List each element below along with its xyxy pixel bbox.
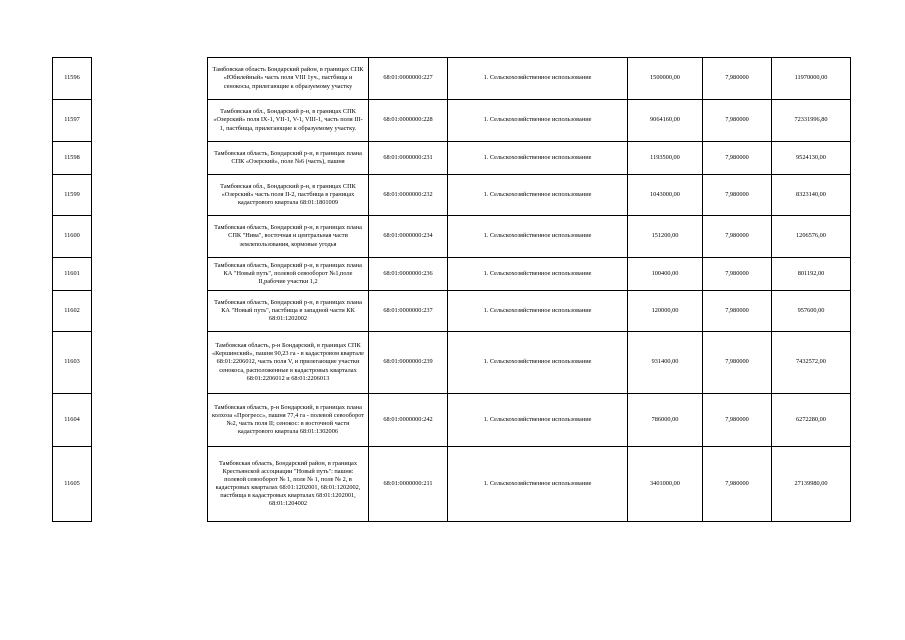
table-row xyxy=(208,332,851,394)
row-number: 11603 xyxy=(53,332,92,394)
row-number: 11600 xyxy=(53,216,92,258)
cadastral-number-cell: 68:01:0000000:234 xyxy=(369,216,448,258)
value-cell: 27139980,00 xyxy=(772,447,851,522)
rate-cell: 7,980000 xyxy=(703,332,772,394)
cadastral-number-cell: 68:01:0000000:239 xyxy=(369,332,448,394)
value-cell: 9524130,00 xyxy=(772,142,851,175)
table-row xyxy=(53,58,92,100)
cadastral-number-cell: 68:01:0000000:242 xyxy=(369,394,448,447)
address-cell: Тамбовская обл., Бондарский р-н, в границах СПК «Озерский» часть поля II-2, пастбища в границах кадастрового квартала 68:01:1801009 xyxy=(208,175,369,216)
address-cell: Тамбовская область, Бондарский район, в границах Крестьянской ассоциации "Новый путь": пашня: полевой севооборот № 1, поле № 1, поле № 2, в кадастровых кварталах 68:01:1202001, 68:01:1202002, пастбища в кадастровых кварталах 68:01:1202001, 68:01:1204002 xyxy=(208,447,369,522)
table-row xyxy=(53,291,92,332)
value-cell: 72331996,80 xyxy=(772,100,851,142)
table-row xyxy=(208,291,851,332)
land-use-cell: 1. Сельскохозяйственное использование xyxy=(448,447,628,522)
row-number-column xyxy=(52,57,92,522)
cadastral-number-cell: 68:01:0000000:228 xyxy=(369,100,448,142)
land-use-cell: 1. Сельскохозяйственное использование xyxy=(448,291,628,332)
rate-cell: 7,980000 xyxy=(703,142,772,175)
land-use-cell: 1. Сельскохозяйственное использование xyxy=(448,100,628,142)
area-cell: 120000,00 xyxy=(628,291,703,332)
value-cell: 8323140,00 xyxy=(772,175,851,216)
area-cell: 786000,00 xyxy=(628,394,703,447)
value-cell: 6272280,00 xyxy=(772,394,851,447)
table-row xyxy=(208,216,851,258)
land-use-cell: 1. Сельскохозяйственное использование xyxy=(448,58,628,100)
area-cell: 9064160,00 xyxy=(628,100,703,142)
row-number: 11596 xyxy=(53,58,92,100)
row-number: 11602 xyxy=(53,291,92,332)
table-row xyxy=(53,216,92,258)
table-row xyxy=(208,175,851,216)
land-use-cell: 1. Сельскохозяйственное использование xyxy=(448,258,628,291)
rate-cell: 7,980000 xyxy=(703,258,772,291)
table-row xyxy=(53,142,92,175)
cadastral-number-cell: 68:01:0000000:232 xyxy=(369,175,448,216)
row-number: 11601 xyxy=(53,258,92,291)
cadastral-number-cell: 68:01:0000000:211 xyxy=(369,447,448,522)
land-use-cell: 1. Сельскохозяйственное использование xyxy=(448,332,628,394)
area-cell: 100400,00 xyxy=(628,258,703,291)
land-use-cell: 1. Сельскохозяйственное использование xyxy=(448,216,628,258)
cadastral-number-cell: 68:01:0000000:237 xyxy=(369,291,448,332)
land-use-cell: 1. Сельскохозяйственное использование xyxy=(448,175,628,216)
address-cell: Тамбовская область, Бондарский р-н, в границах плана КА "Новый путь", пастбища в западной части КК 68:01:1202002 xyxy=(208,291,369,332)
table-row xyxy=(53,332,92,394)
rate-cell: 7,980000 xyxy=(703,175,772,216)
rate-cell: 7,980000 xyxy=(703,58,772,100)
area-cell: 1193500,00 xyxy=(628,142,703,175)
area-cell: 931400,00 xyxy=(628,332,703,394)
row-number: 11598 xyxy=(53,142,92,175)
table-row xyxy=(53,447,92,522)
table-row xyxy=(53,100,92,142)
row-number: 11605 xyxy=(53,447,92,522)
table-row xyxy=(53,175,92,216)
area-cell: 1500000,00 xyxy=(628,58,703,100)
value-cell: 1206576,00 xyxy=(772,216,851,258)
rate-cell: 7,980000 xyxy=(703,216,772,258)
table-row xyxy=(208,447,851,522)
area-cell: 1043000,00 xyxy=(628,175,703,216)
cadastral-number-cell: 68:01:0000000:236 xyxy=(369,258,448,291)
land-use-cell: 1. Сельскохозяйственное использование xyxy=(448,394,628,447)
rate-cell: 7,980000 xyxy=(703,100,772,142)
cadastral-number-cell: 68:01:0000000:227 xyxy=(369,58,448,100)
table-row xyxy=(208,142,851,175)
rate-cell: 7,980000 xyxy=(703,447,772,522)
row-number: 11604 xyxy=(53,394,92,447)
address-cell: Тамбовская область, Бондарский р-н, в границах плана КА "Новый путь", полевой севооборот №1,поле II,рабочие участки 1,2 xyxy=(208,258,369,291)
value-cell: 11970000,00 xyxy=(772,58,851,100)
table-row xyxy=(53,394,92,447)
value-cell: 957600,00 xyxy=(772,291,851,332)
table-row xyxy=(208,58,851,100)
value-cell: 7432572,00 xyxy=(772,332,851,394)
table-row xyxy=(208,394,851,447)
address-cell: Тамбовская область, р-н Бондарский, в границах плана колхоза «Прогресс», пашня 77,4 га - полевой севооборот №2, часть поля II; сенокос: в восточной части кадастрового квартала 68:01:1302006 xyxy=(208,394,369,447)
address-cell: Тамбовская область, р-н Бондарский, в границах СПК «Кершинский», пашня 90,23 га - в кадастровом квартале 68:01:2206012, часть поля V, и прилегающие участки сенокоса, расположенные в кадастровых кварталах 68:01:2206012 и 68:01:2206013 xyxy=(208,332,369,394)
address-cell: Тамбовская область Бондарский район, в границах СПК «Юбилейный» часть поля VIII 1уч., пастбища и сенокосы, прилегающие к образуемому участку xyxy=(208,58,369,100)
table-row xyxy=(208,100,851,142)
area-cell: 3401000,00 xyxy=(628,447,703,522)
land-plot-table xyxy=(207,57,851,522)
area-cell: 151200,00 xyxy=(628,216,703,258)
cadastral-number-cell: 68:01:0000000:231 xyxy=(369,142,448,175)
address-cell: Тамбовская область, Бондарский р-н, в границах плана СПК "Нива", восточная и центральная части землепользования, кормовые угодья xyxy=(208,216,369,258)
value-cell: 801192,00 xyxy=(772,258,851,291)
table-row xyxy=(208,258,851,291)
table-row xyxy=(53,258,92,291)
rate-cell: 7,980000 xyxy=(703,394,772,447)
row-number: 11597 xyxy=(53,100,92,142)
rate-cell: 7,980000 xyxy=(703,291,772,332)
row-number: 11599 xyxy=(53,175,92,216)
address-cell: Тамбовская обл., Бондарский р-н, в границах СПК «Озерский» поля IX-1, VII-1, V-1, VIII-1, часть поля III-1, пастбища, прилегающие к образуемому участку. xyxy=(208,100,369,142)
address-cell: Тамбовская область, Бондарский р-н, в границах плана СПК «Озерский», поле №6 (часть), пашня xyxy=(208,142,369,175)
land-use-cell: 1. Сельскохозяйственное использование xyxy=(448,142,628,175)
